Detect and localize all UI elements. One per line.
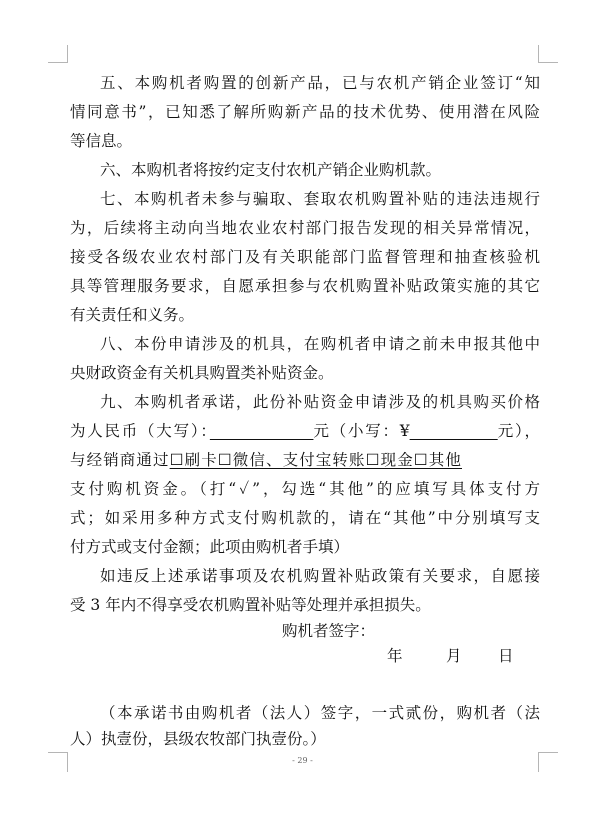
payment-prefix: 与经销商通过 [70, 451, 170, 469]
paragraph-6-line-1: 六、本购机者将按约定支付农机产销企业购机款。 [100, 161, 442, 179]
paragraph-7-line-4: 具等管理服务要求，自愿承担参与农机购置补贴政策实施的其它 [70, 277, 540, 295]
paragraph-8-line-2: 央财政资金有关机具购置类补贴资金。 [70, 364, 334, 382]
paragraph-5-line-3: 等信息。 [70, 132, 133, 150]
paragraph-8-line-1: 八、本份申请涉及的机具，在购机者申请之前未申报其他中 [100, 335, 540, 353]
signature-day: 日 [498, 647, 514, 665]
note-line-1: （本承诺书由购机者（法人）签字，一式贰份，购机者（法 [100, 704, 540, 722]
paragraph-9-line-6: 付方式或支付金额；此项由购机者手填） [70, 538, 350, 556]
crop-mark [67, 45, 68, 63]
price-number-blank[interactable] [410, 422, 498, 440]
crop-mark [538, 45, 539, 63]
price-label: 为人民币（大写）： [70, 422, 210, 440]
paragraph-7-line-5: 有关责任和义务。 [70, 306, 195, 324]
page-number: - 29 - [292, 756, 313, 765]
paragraph-7-line-2: 为，后续将主动向当地农业农村部门报告发现的相关异常情况， [70, 219, 540, 237]
paragraph-5-line-2: 情同意书”，已知悉了解所购新产品的技术优势、使用潜在风险 [70, 103, 540, 121]
paragraph-7-line-1: 七、本购机者未参与骗取、套取农机购置补贴的违法违规行 [100, 190, 540, 208]
paragraph-5-line-1: 五、本购机者购置的创新产品，已与农机产销企业签订“知 [100, 74, 540, 92]
price-capital-blank[interactable] [210, 422, 314, 440]
paragraph-9-line-5: 式；如采用多种方式支付购机款的，请在“其他”中分别填写支 [70, 509, 540, 527]
signature-month: 月 [446, 647, 462, 665]
price-close-label: 元）， [497, 422, 540, 440]
signature-year: 年 [387, 647, 403, 665]
paragraph-10-line-1: 如违反上述承诺事项及农机购置补贴政策有关要求，自愿接 [100, 567, 540, 585]
payment-method-options[interactable]: ☐刷卡☐微信、支付宝转账☐现金☐其他 [169, 451, 462, 469]
paragraph-9-line-3 [70, 450, 540, 470]
paragraph-7-line-3: 接受各级农业农村部门及有关职能部门监督管理和抽查核验机 [70, 248, 540, 266]
paragraph-9-line-2 [70, 421, 540, 441]
signature-label: 购机者签字： [282, 622, 376, 640]
paragraph-9-line-4: 支付购机资金。（打“✓”，勾选“其他”的应填写具体支付方 [70, 480, 540, 498]
note-line-2: 人）执壹份，县级农牧部门执壹份。） [70, 730, 326, 748]
price-yuan-label: 元（小写：¥ [313, 422, 410, 440]
crop-mark [538, 752, 558, 753]
paragraph-9-line-1: 九、本购机者承诺，此份补贴资金申请涉及的机具购买价格 [100, 393, 540, 411]
crop-mark [48, 752, 68, 753]
paragraph-10-line-2: 受 3 年内不得享受农机购置补贴等处理并承担损失。 [70, 596, 431, 614]
crop-mark [538, 62, 558, 63]
crop-mark [48, 62, 68, 63]
